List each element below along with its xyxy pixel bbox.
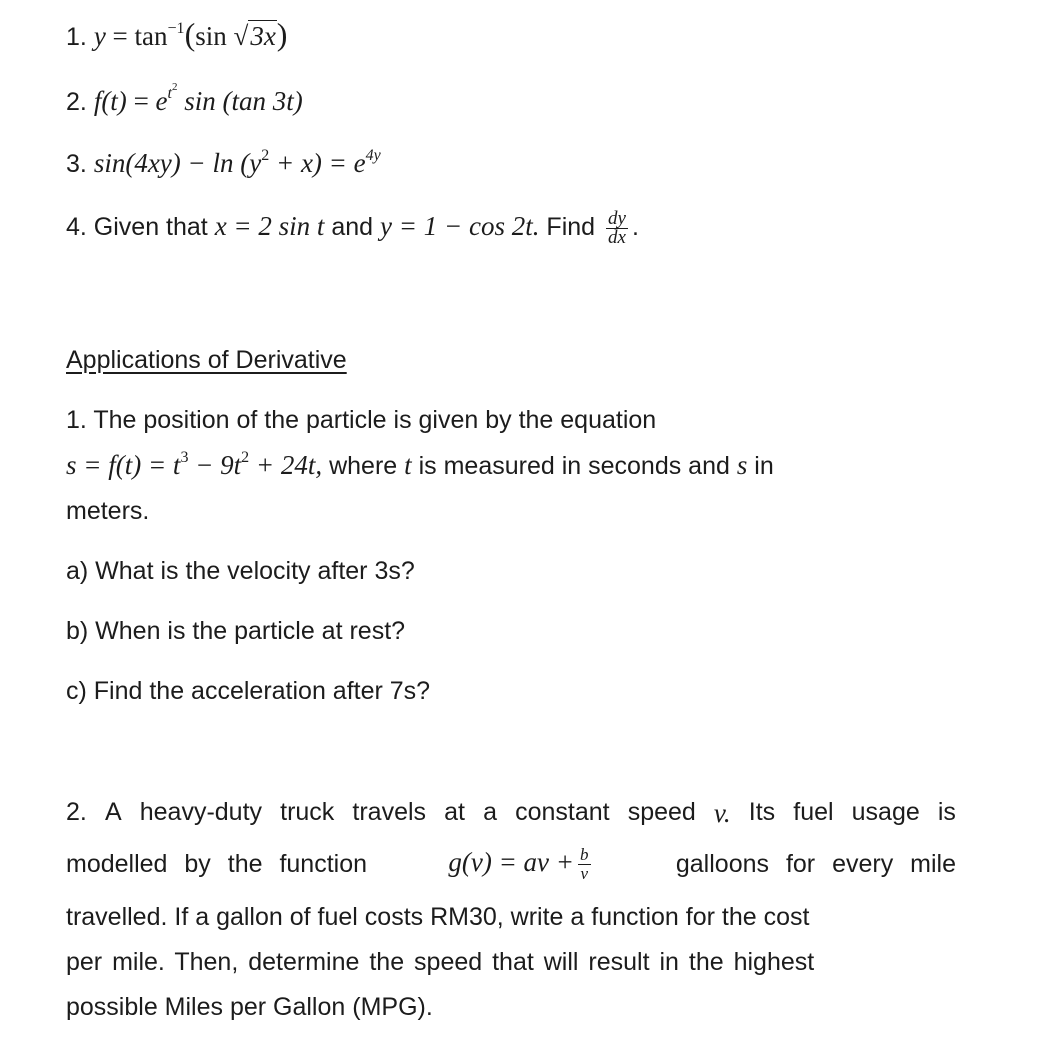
problem-1-line-1: 1. The position of the particle is given by the equation [66, 406, 657, 434]
p1-s: s [736, 450, 748, 480]
p1-eq-b: − 9t [188, 450, 242, 480]
p2-function [448, 846, 594, 883]
p1-square: 2 [241, 449, 250, 466]
p1-eq-c: + 24t, [249, 450, 323, 480]
q1-tan: tan [134, 21, 168, 51]
p2-word: usage [851, 798, 920, 826]
problem-1-equation-line [66, 450, 774, 481]
problem-2-line-2 [66, 846, 956, 883]
problem-2-line-5: possible Miles per Gallon (MPG). [66, 993, 433, 1021]
problem-1-part-b: b) When is the particle at rest? [66, 617, 406, 645]
q1-label: 1. [66, 23, 87, 51]
question-4 [66, 210, 639, 247]
q3-label: 3. [66, 150, 87, 178]
q1-radicand: 3x [250, 21, 276, 51]
p2-word: 2. [66, 798, 87, 826]
p2-frac-num: b [580, 845, 589, 864]
problem-2-line-4: per mile. Then, determine the speed that will result in the highest [66, 948, 815, 976]
p2-word: is [937, 798, 956, 826]
p2-word: A [104, 798, 122, 826]
section-heading: Applications of Derivative [66, 346, 347, 374]
p2-speed-var: v. [713, 798, 731, 828]
p2-g: g(v) = av + [448, 847, 575, 878]
p2-word: travels [352, 798, 427, 826]
problem-1-part-c: c) Find the acceleration after 7s? [66, 677, 431, 705]
q3-part1: sin(4xy) − ln (y [93, 148, 262, 178]
p2-word: truck [280, 798, 335, 826]
problem-2-line-1 [66, 798, 956, 829]
p2-word: at [444, 798, 465, 826]
p2-line2-a: modelled by the function [66, 850, 368, 878]
p2-line2-b: galloons for every mile [675, 850, 956, 878]
p2-frac-den: v [580, 864, 589, 883]
p1-in: in [747, 452, 774, 480]
q4-x-equation: x = 2 sin t [214, 211, 325, 242]
q1-open: ( [184, 16, 196, 52]
p2-word: speed [627, 798, 696, 826]
p2-word: heavy-duty [139, 798, 263, 826]
q2-exp-base: t [167, 85, 172, 102]
p2-word: fuel [793, 798, 834, 826]
q4-find: Find [546, 213, 596, 242]
q2-label: 2. [66, 88, 87, 116]
p1-cube: 3 [180, 449, 189, 466]
q4-y-equation: y = 1 − cos 2t. [380, 211, 540, 242]
question-3 [66, 148, 381, 179]
p1-where: where [322, 452, 405, 480]
q2-rest: sin (tan 3t) [177, 86, 303, 116]
problem-1-part-a: a) What is the velocity after 3s? [66, 557, 415, 585]
question-2 [66, 81, 303, 117]
q4-denominator: dx [608, 227, 626, 248]
q1-sin: sin [195, 21, 234, 51]
q1-y: y [93, 21, 106, 51]
p2-fraction [578, 846, 591, 883]
q4-and: and [331, 213, 374, 242]
q4-numerator: dy [608, 208, 626, 229]
q3-square: 2 [261, 147, 270, 164]
p1-eq-a: s = f(t) = t [66, 450, 181, 480]
q4-derivative-fraction [606, 210, 628, 247]
q1-close: ) [276, 16, 288, 52]
q1-inverse: −1 [167, 20, 185, 37]
q2-lhs: f(t) [93, 86, 127, 116]
q1-eq: = [105, 21, 135, 51]
q2-exp-pow: 2 [171, 81, 178, 93]
p1-measured: is measured in seconds and [411, 452, 737, 480]
problem-1-line-3: meters. [66, 497, 150, 525]
p2-word: Its [748, 798, 776, 826]
q2-eq: = [126, 86, 156, 116]
q4-end: . [631, 213, 639, 242]
problem-2-line-3: travelled. If a gallon of fuel costs RM30, write a function for the cost [66, 903, 810, 931]
q1-root: √ [233, 21, 249, 51]
q3-exp: 4y [365, 147, 381, 164]
q2-e: e [155, 86, 168, 116]
q3-part2: + x) = e [269, 148, 366, 178]
question-1 [66, 16, 287, 53]
p2-word: constant [515, 798, 610, 826]
p2-word: a [483, 798, 497, 826]
q4-prefix: 4. Given that [66, 213, 208, 242]
p1-t: t [404, 450, 412, 480]
